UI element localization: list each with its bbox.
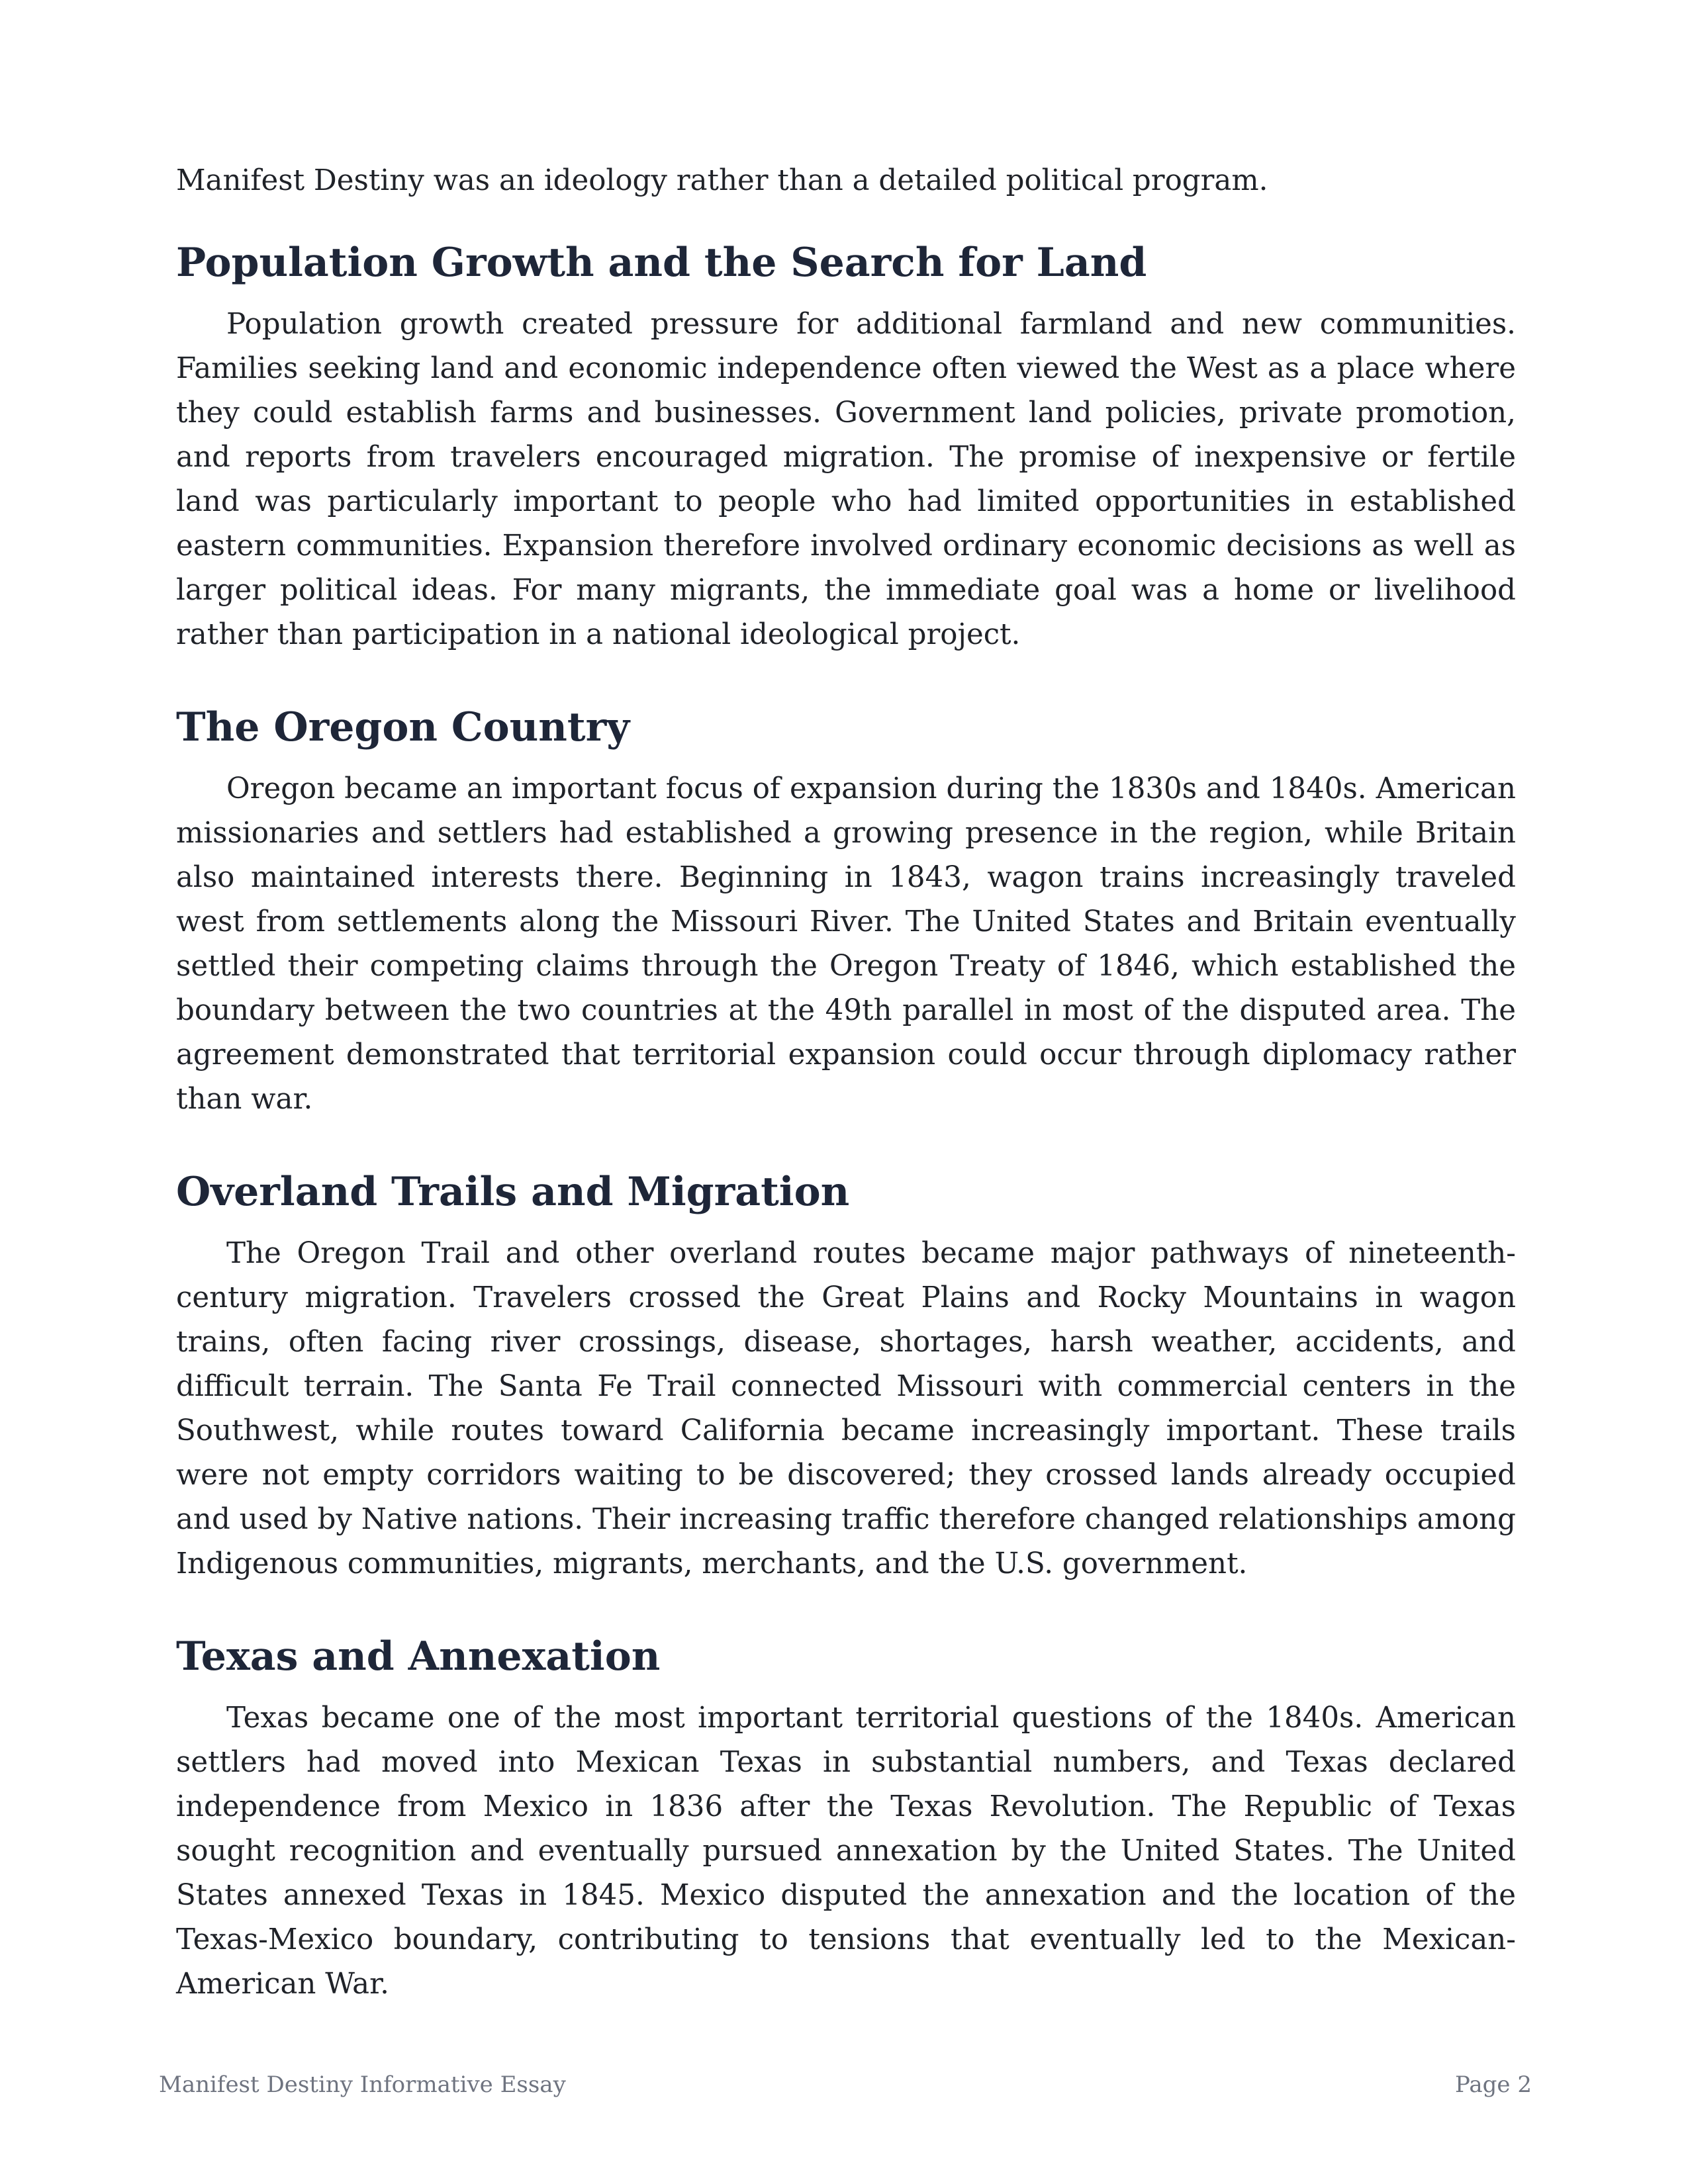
section-body-oregon-country: Oregon became an important focus of expansion during the 1830s and 1840s. American missionaries and settlers had established a growing presence in the region, while Britain also maintained interests there. Beginning in 1843, wagon trains increasingly traveled west from settlements along the Missouri River. The United States and Britain eventually settled their competing claims through the Oregon Treaty of 1846, which established the boundary between the two countries at the 49th parallel in most of the disputed area. The agreement demonstrated that territorial expansion could occur through diplomacy rather than war.	[176, 772, 1516, 1116]
section-heading-population-growth: Population Growth and the Search for Land	[176, 240, 1147, 286]
footer-page-number: Page 2	[1455, 2071, 1532, 2098]
section-heading-oregon-country: The Oregon Country	[176, 704, 630, 751]
section-heading-overland-trails: Overland Trails and Migration	[176, 1169, 850, 1215]
section-body-texas-annexation: Texas became one of the most important territorial questions of the 1840s. American settlers had moved into Mexican Texas in substantial numbers, and Texas declared independence from Mexico in 1836 after the Texas Revolution. The Republic of Texas sought recognition and eventually pursued annexation by the United States. The United States annexed Texas in 1845. Mexico disputed the annexation and the location of the Texas-Mexico boundary, contributing to tensions that eventually led to the Mexican-American War.	[176, 1702, 1516, 2001]
section-body-overland-trails: The Oregon Trail and other overland routes became major pathways of nineteenth-century migration. Travelers crossed the Great Plains and Rocky Mountains in wagon trains, often facing river crossings, disease, shortages, harsh weather, accidents, and difficult terrain. The Santa Fe Trail connected Missouri with commercial centers in the Southwest, while routes toward California became increasingly important. These trails were not empty corridors waiting to be discovered; they crossed lands already occupied and used by Native nations. Their increasing traffic therefore changed relationships among Indigenous communities, migrants, merchants, and the U.S. government.	[176, 1237, 1516, 1580]
page-footer	[159, 2071, 1532, 2098]
footer-document-title: Manifest Destiny Informative Essay	[159, 2071, 566, 2098]
section-heading-texas-annexation: Texas and Annexation	[176, 1633, 661, 1680]
section-body-population-growth: Population growth created pressure for additional farmland and new communities. Families seeking land and economic independence often viewed the West as a place where they could establish farms and businesses. Government land policies, private promotion, and reports from travelers encouraged migration. The promise of inexpensive or fertile land was particularly important to people who had limited opportunities in established eastern communities. Expansion therefore involved ordinary economic decisions as well as larger political ideas. For many migrants, the immediate goal was a home or livelihood rather than participation in a national ideological project.	[176, 308, 1516, 651]
lead-paragraph: Manifest Destiny was an ideology rather than a detailed political program.	[176, 164, 1268, 197]
document-page	[176, 159, 1516, 2050]
